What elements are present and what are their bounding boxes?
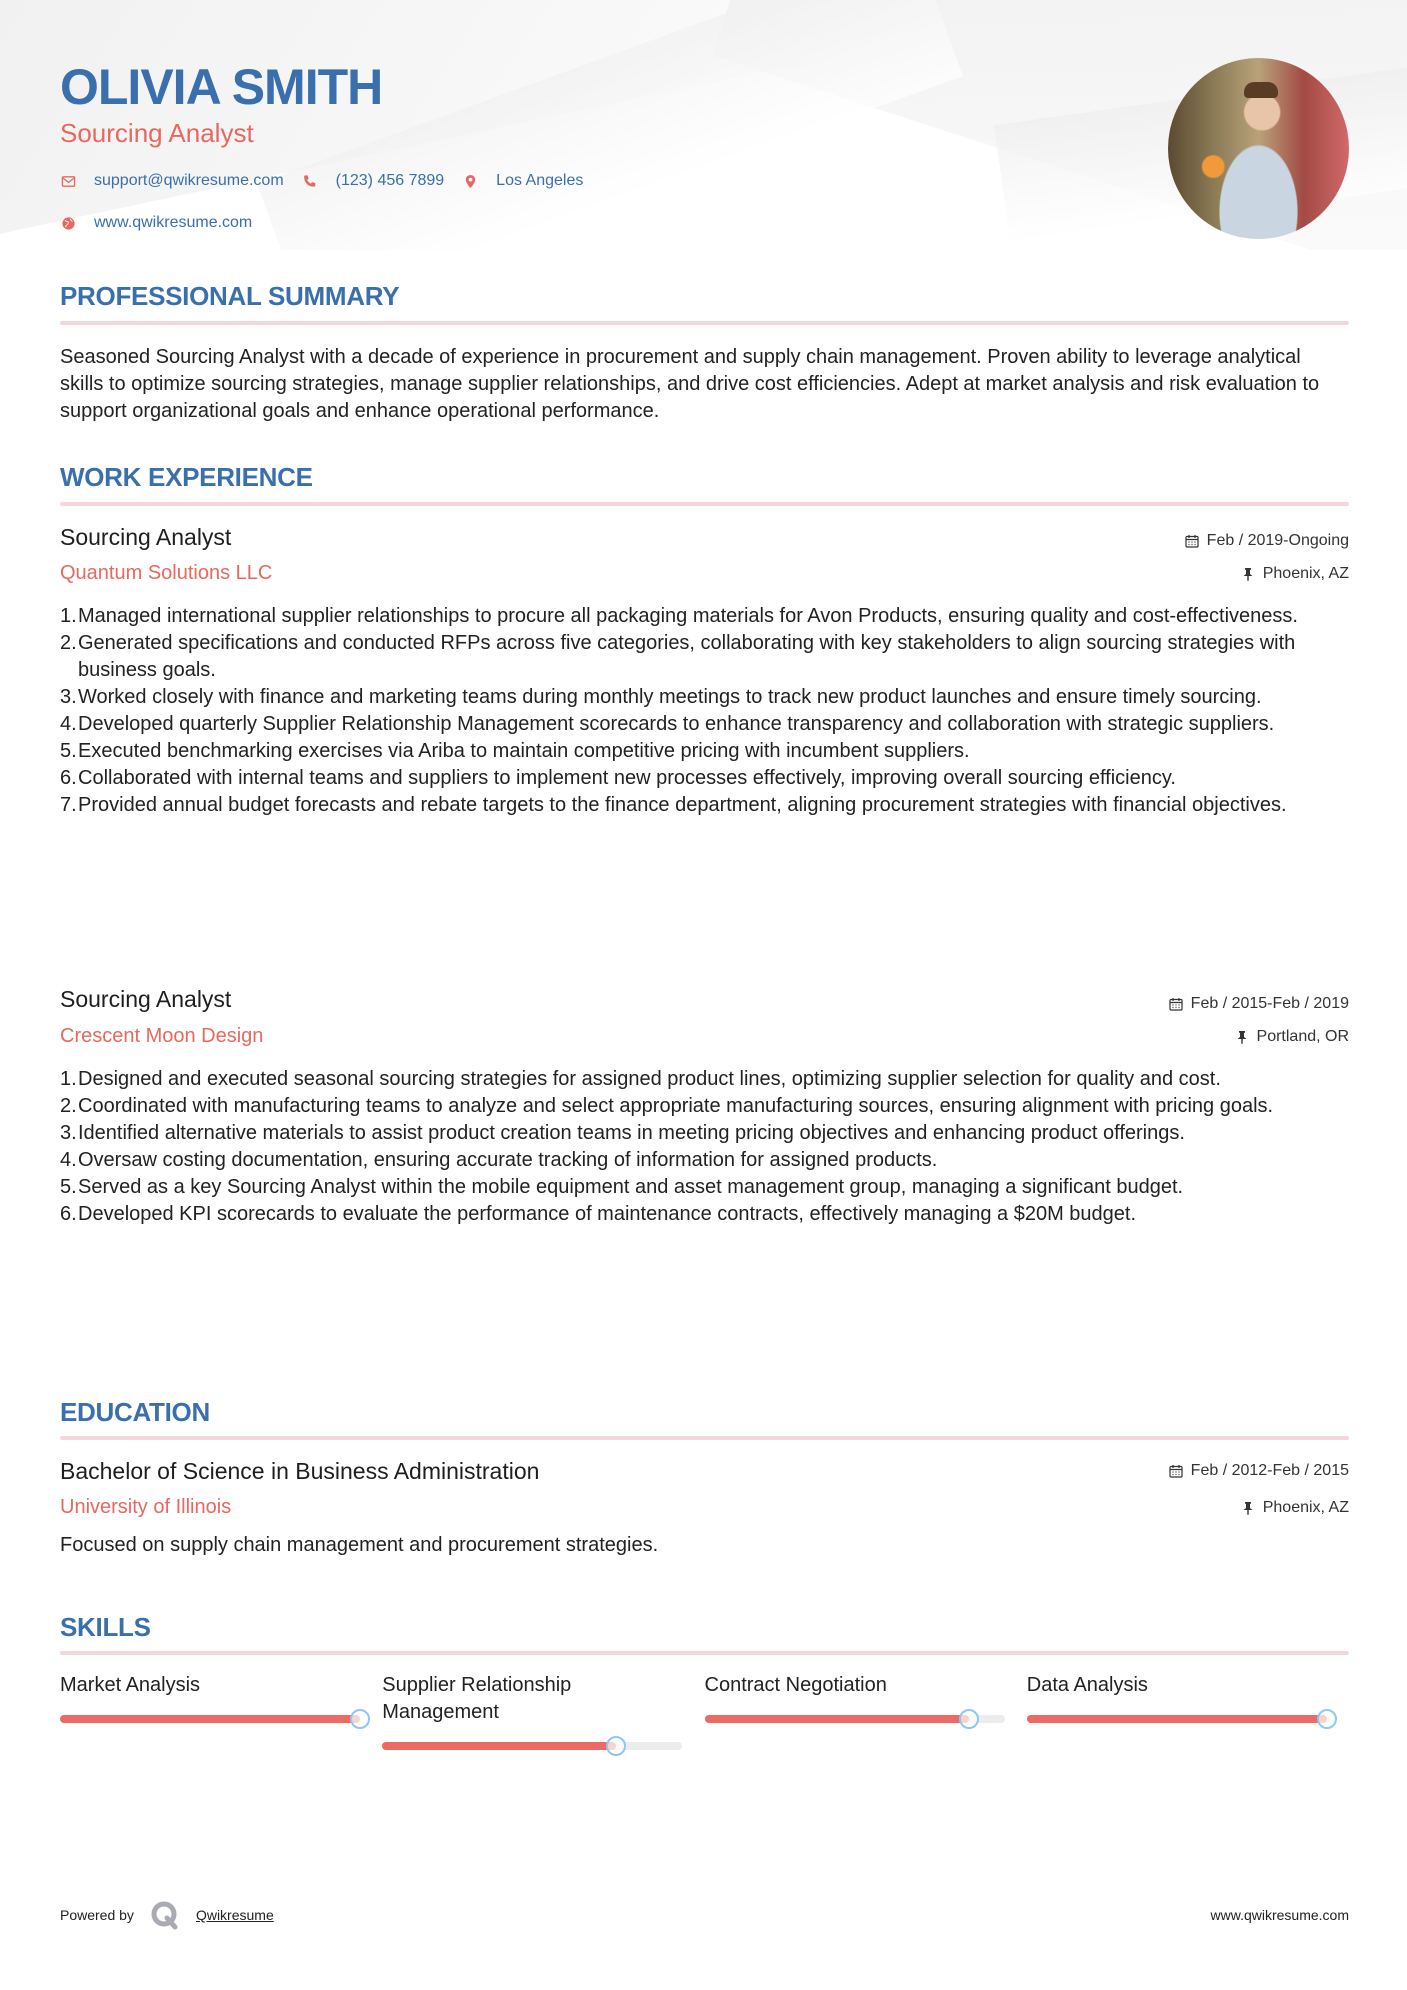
education-description: Focused on supply chain management and procurement strategies. (60, 1534, 659, 1556)
bullet-number: 1. (60, 605, 77, 627)
phone-number[interactable]: (123) 456 7899 (335, 172, 445, 189)
contact-location (462, 172, 583, 190)
job-bullets (60, 1066, 1349, 1228)
bullet-text: Oversaw costing documentation, ensuring accurate tracking of information for assigned products. (78, 1149, 938, 1171)
calendar-icon (1169, 1464, 1183, 1478)
skill-bar (1027, 1715, 1327, 1723)
dates-text: Feb / 2012-Feb / 2015 (1190, 1462, 1349, 1479)
summary-heading: PROFESSIONAL SUMMARY (60, 281, 400, 311)
company-name: Crescent Moon Design (60, 1025, 264, 1047)
calendar-icon (1185, 534, 1199, 548)
company-name: Quantum Solutions LLC (60, 562, 273, 584)
bullet-text: Executed benchmarking exercises via Ariba to maintain competitive pricing with incumbent suppliers. (78, 740, 970, 762)
skill-label: Market Analysis (60, 1674, 201, 1696)
bullet-item (60, 738, 1349, 765)
bullet-text: Developed quarterly Supplier Relationship Management scorecards to enhance transparency and collaboration with strategic suppliers. (78, 713, 1275, 735)
skill-item (60, 1672, 382, 1750)
bullet-item (60, 1093, 1349, 1120)
location-text: Phoenix, AZ (1262, 565, 1349, 582)
skill-label: Supplier Relationship Management (382, 1674, 572, 1723)
bullet-text: Served as a key Sourcing Analyst within the mobile equipment and asset management group, managing a significant budget. (78, 1176, 1184, 1198)
skill-knob (606, 1736, 626, 1756)
dates-text: Feb / 2015-Feb / 2019 (1190, 995, 1349, 1012)
section-divider (60, 321, 1349, 325)
skill-item (382, 1672, 704, 1750)
section-divider (60, 502, 1349, 506)
bullet-number: 4. (60, 1149, 77, 1171)
bullet-number: 4. (60, 713, 77, 735)
education-location (1241, 1499, 1349, 1517)
skills-heading: SKILLS (60, 1612, 151, 1642)
skill-fill (60, 1715, 360, 1723)
bullet-item (60, 765, 1349, 792)
job-title: Sourcing Analyst (60, 986, 232, 1012)
skill-item (1027, 1672, 1349, 1750)
pushpin-icon (1235, 1030, 1249, 1044)
degree-title: Bachelor of Science in Business Administration (60, 1458, 540, 1484)
skill-bar (382, 1742, 682, 1750)
powered-by (60, 1900, 274, 1930)
bullet-text: Developed KPI scorecards to evaluate the performance of maintenance contracts, effectively managing a $20M budget. (78, 1203, 1137, 1225)
globe-icon (60, 215, 76, 231)
calendar-icon (1169, 997, 1183, 1011)
skill-knob (1317, 1709, 1337, 1729)
bullet-number: 1. (60, 1068, 77, 1090)
bullet-number: 3. (60, 1122, 77, 1144)
bullet-item (60, 1174, 1349, 1201)
dates-text: Feb / 2019-Ongoing (1206, 532, 1349, 549)
candidate-role: Sourcing Analyst (60, 118, 254, 148)
bullet-text: Collaborated with internal teams and suppliers to implement new processes effectively, improving overall sourcing efficiency. (78, 767, 1176, 789)
skill-fill (1027, 1715, 1327, 1723)
skill-item (705, 1672, 1027, 1750)
email-link[interactable]: support@qwikresume.com (94, 172, 284, 189)
section-divider (60, 1651, 1349, 1655)
contact-email[interactable] (60, 172, 284, 190)
bullet-text: Coordinated with manufacturing teams to analyze and select appropriate manufacturing sources, ensuring alignment with pricing goals. (78, 1095, 1274, 1117)
education-dates (1169, 1462, 1349, 1480)
powered-by-label: Powered by (60, 1907, 134, 1923)
skill-bar (60, 1715, 360, 1723)
location-text: Phoenix, AZ (1262, 1499, 1349, 1516)
envelope-icon (60, 173, 76, 189)
footer-website[interactable]: www.qwikresume.com (1210, 1907, 1349, 1923)
job-location (1241, 565, 1349, 583)
qwikresume-logo-icon (150, 1900, 180, 1930)
skill-fill (705, 1715, 969, 1723)
photo-detail (1244, 82, 1278, 98)
skill-fill (382, 1742, 616, 1750)
bullet-text: Worked closely with finance and marketing teams during monthly meetings to track new product launches and ensure timely sourcing. (78, 686, 1262, 708)
summary-text: Seasoned Sourcing Analyst with a decade of experience in procurement and supply chain management. Proven ability to leverage analytical skills to optimize sourcing strategies, manage supplier relationships, and drive cost efficiencies. Adept at market analysis and risk evaluation to support organizational goals and enhance operational performance. (60, 346, 1320, 422)
bullet-item (60, 1120, 1349, 1147)
contact-website[interactable] (60, 214, 252, 232)
bullet-item (60, 684, 1349, 711)
bullet-item (60, 792, 1349, 819)
pushpin-icon (1241, 567, 1255, 581)
school-name: University of Illinois (60, 1496, 232, 1518)
bullet-text: Designed and executed seasonal sourcing strategies for assigned product lines, optimizing supplier selection for quality and cost. (78, 1068, 1221, 1090)
bullet-item (60, 711, 1349, 738)
bullet-number: 6. (60, 767, 77, 789)
bullet-item (60, 630, 1349, 684)
website-link[interactable]: www.qwikresume.com (94, 214, 253, 231)
section-divider (60, 1436, 1349, 1440)
skill-label: Contract Negotiation (704, 1674, 887, 1696)
education-heading: EDUCATION (60, 1397, 210, 1427)
bullet-number: 3. (60, 686, 77, 708)
job-dates (1185, 532, 1349, 550)
contact-row (60, 214, 270, 232)
phone-icon (302, 173, 318, 189)
skill-bar (705, 1715, 1005, 1723)
job-title: Sourcing Analyst (60, 524, 232, 550)
qwikresume-link[interactable]: Qwikresume (195, 1907, 274, 1923)
pushpin-icon (1241, 1501, 1255, 1515)
bullet-text: Generated specifications and conducted RFPs across five categories, collaborating with key stakeholders to align sourcing strategies with business goals. (78, 632, 1296, 681)
bullet-number: 2. (60, 1095, 77, 1117)
job-bullets (60, 603, 1349, 819)
bullet-text: Managed international supplier relationships to procure all packaging materials for Avon Products, ensuring quality and cost-effectiveness. (78, 605, 1298, 627)
skill-label: Data Analysis (1026, 1674, 1148, 1696)
bullet-item (60, 1201, 1349, 1228)
location-text: Los Angeles (496, 172, 584, 189)
bullet-number: 6. (60, 1203, 77, 1225)
candidate-name: OLIVIA SMITH (60, 59, 383, 115)
skill-knob (959, 1709, 979, 1729)
profile-photo (1168, 58, 1349, 239)
skill-knob (350, 1709, 370, 1729)
bullet-number: 5. (60, 1176, 77, 1198)
experience-heading: WORK EXPERIENCE (60, 462, 313, 492)
job-dates (1169, 995, 1349, 1013)
bullet-item (60, 603, 1349, 630)
contact-phone[interactable] (302, 172, 445, 190)
job-location (1235, 1028, 1349, 1046)
contact-row (60, 172, 601, 190)
location-text: Portland, OR (1256, 1028, 1349, 1045)
bullet-number: 5. (60, 740, 77, 762)
bullet-number: 2. (60, 632, 77, 654)
footer (60, 1900, 1349, 1930)
skills-list (60, 1672, 1349, 1750)
bullet-item (60, 1066, 1349, 1093)
bullet-item (60, 1147, 1349, 1174)
map-pin-icon (462, 173, 478, 189)
bullet-text: Provided annual budget forecasts and rebate targets to the finance department, aligning procurement strategies with financial objectives. (78, 794, 1287, 816)
bullet-text: Identified alternative materials to assist product creation teams in meeting pricing objectives and enhancing product offerings. (78, 1122, 1185, 1144)
bullet-number: 7. (60, 794, 77, 816)
